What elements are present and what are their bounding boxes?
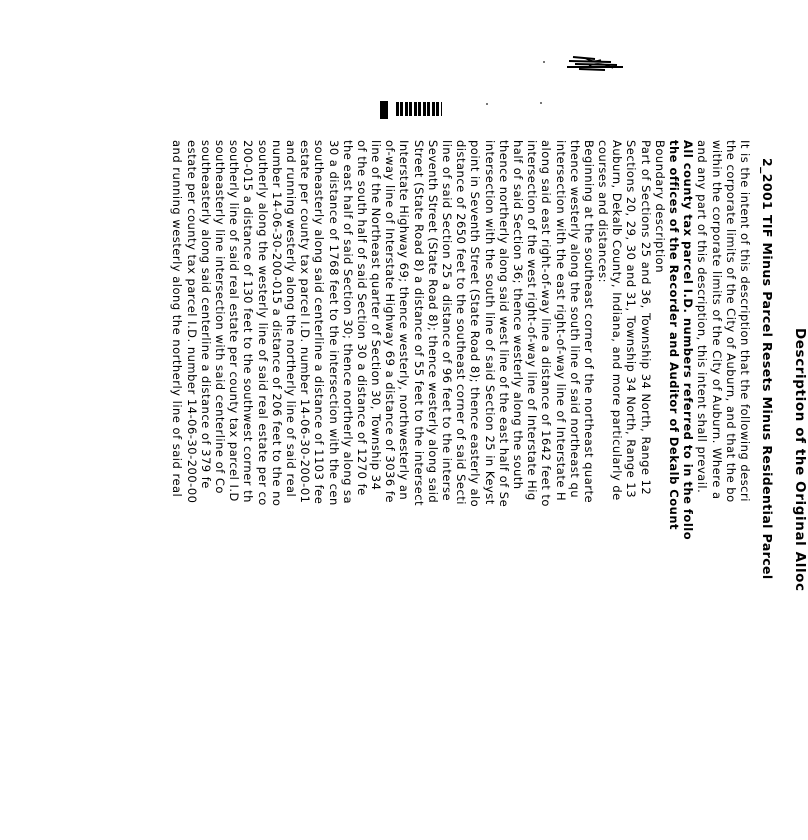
text-line: estate per county tax parcel I.D. number 14-06-30-200-00 — [184, 140, 199, 504]
text-line: and running westerly along the northerly line of said real — [284, 140, 298, 498]
text-line: All county tax parcel I.D. numbers referred to in the follo — [681, 140, 696, 541]
text-line: Beginning at the southeast corner of the northeast quarte — [581, 140, 596, 504]
text-line: southeasterly line intersection with said centerline of Co — [213, 140, 228, 494]
text-line: It is the intent of this description that the following descri — [738, 140, 752, 502]
text-line: half of said Section 36; thence westerly along the south — [511, 140, 525, 490]
text-line: and running westerly along the northerly line of said real — [170, 140, 185, 498]
text-line: of the south half of said Section 30 a distance of 1270 fe — [354, 140, 369, 496]
text-line: southeasterly along said centerline a distance of 379 fe — [198, 140, 213, 489]
text-line: intersection with the south line of said Section 25 in Keyst — [482, 140, 497, 505]
text-line: southerly along the westerly line of said real estate per co — [255, 140, 270, 506]
text-line: Interstate Highway 69; thence westerly, northwesterly an — [397, 140, 412, 501]
text-line: distance of 2650 feet to the southeast corner of said Secti — [454, 140, 469, 505]
text-line: southeasterly along said centerline a distance of 1103 fee — [312, 140, 327, 505]
description-paragraph — [170, 140, 752, 840]
text-line: along said east right-of-way line a distance of 1642 feet to — [539, 140, 554, 507]
text-line: thence northerly along said west line of the east half of Se — [496, 140, 511, 508]
scan-speck — [486, 103, 488, 105]
text-line: estate per county tax parcel I.D. number 14-06-30-200-01 — [298, 140, 313, 504]
text-line: and any part of this description, this intent shall prevail. — [695, 140, 710, 494]
text-line: Street (State Road 8) a distance of 55 feet to the intersect — [411, 140, 426, 507]
text-line: Boundary description — [652, 140, 667, 273]
text-line: of-way line of Interstate Highway 69 a distance of 3036 fe — [383, 140, 398, 503]
text-line: line of said Section 25 a distance of 96 feet to the interse — [440, 140, 455, 502]
rotated-text-block — [170, 140, 808, 840]
text-line: number 14-06-30-200-015 a distance of 206 feet to the no — [269, 140, 284, 507]
text-line: the offices of the Recorder and Auditor of Dekalb Count — [667, 140, 682, 531]
scan-speck — [543, 61, 545, 63]
text-line: Part of Sections 25 and 36, Township 34 North, Range 12 — [638, 140, 653, 496]
text-line: the corporate limits of the City of Auburn, and that the bo — [723, 140, 738, 503]
text-line: courses and distances: — [596, 140, 611, 283]
text-line: line of the Northeast quarter of Section 30, Township 34 — [369, 140, 384, 491]
text-line: Auburn, Dekalb County, Indiana, and more particularly de — [610, 140, 625, 501]
text-line: intersection with the east right-of-way line of Interstate H — [553, 140, 568, 502]
redaction-mark — [380, 101, 388, 119]
text-line: Seventh Street (State Road 8); thence westerly along said — [425, 140, 440, 504]
section-heading: 2_2001 TIF Minus Parcel Resets Minus Residential Parcel — [760, 158, 775, 580]
redaction-mark — [396, 102, 442, 116]
signature-scribble-icon — [565, 55, 625, 71]
text-line: Sections 20, 29, 30 and 31, Township 34 North, Range 13 — [624, 140, 639, 499]
text-line: 30 a distance of 1768 feet to the intersection with the cen — [326, 140, 341, 506]
text-line: intersection of the west right-of-way line of Interstate Hig — [525, 140, 540, 501]
text-line: southerly line of said real estate per county tax parcel I.D — [227, 140, 242, 502]
text-line: thence westerly along the south line of said northeast qu — [567, 140, 582, 499]
text-line: within the corporate limits of the City of Auburn. Where a — [709, 140, 724, 500]
text-line: 200-015 a distance of 130 feet to the southwest corner th — [241, 140, 256, 503]
text-line: the east half of said Section 30; thence northerly along sa — [340, 140, 355, 505]
text-line: point in Seventh Street (State Road 8); thence easterly alo — [468, 140, 483, 508]
document-title: Description of the Original Alloc — [792, 328, 808, 592]
scan-speck — [540, 102, 542, 104]
